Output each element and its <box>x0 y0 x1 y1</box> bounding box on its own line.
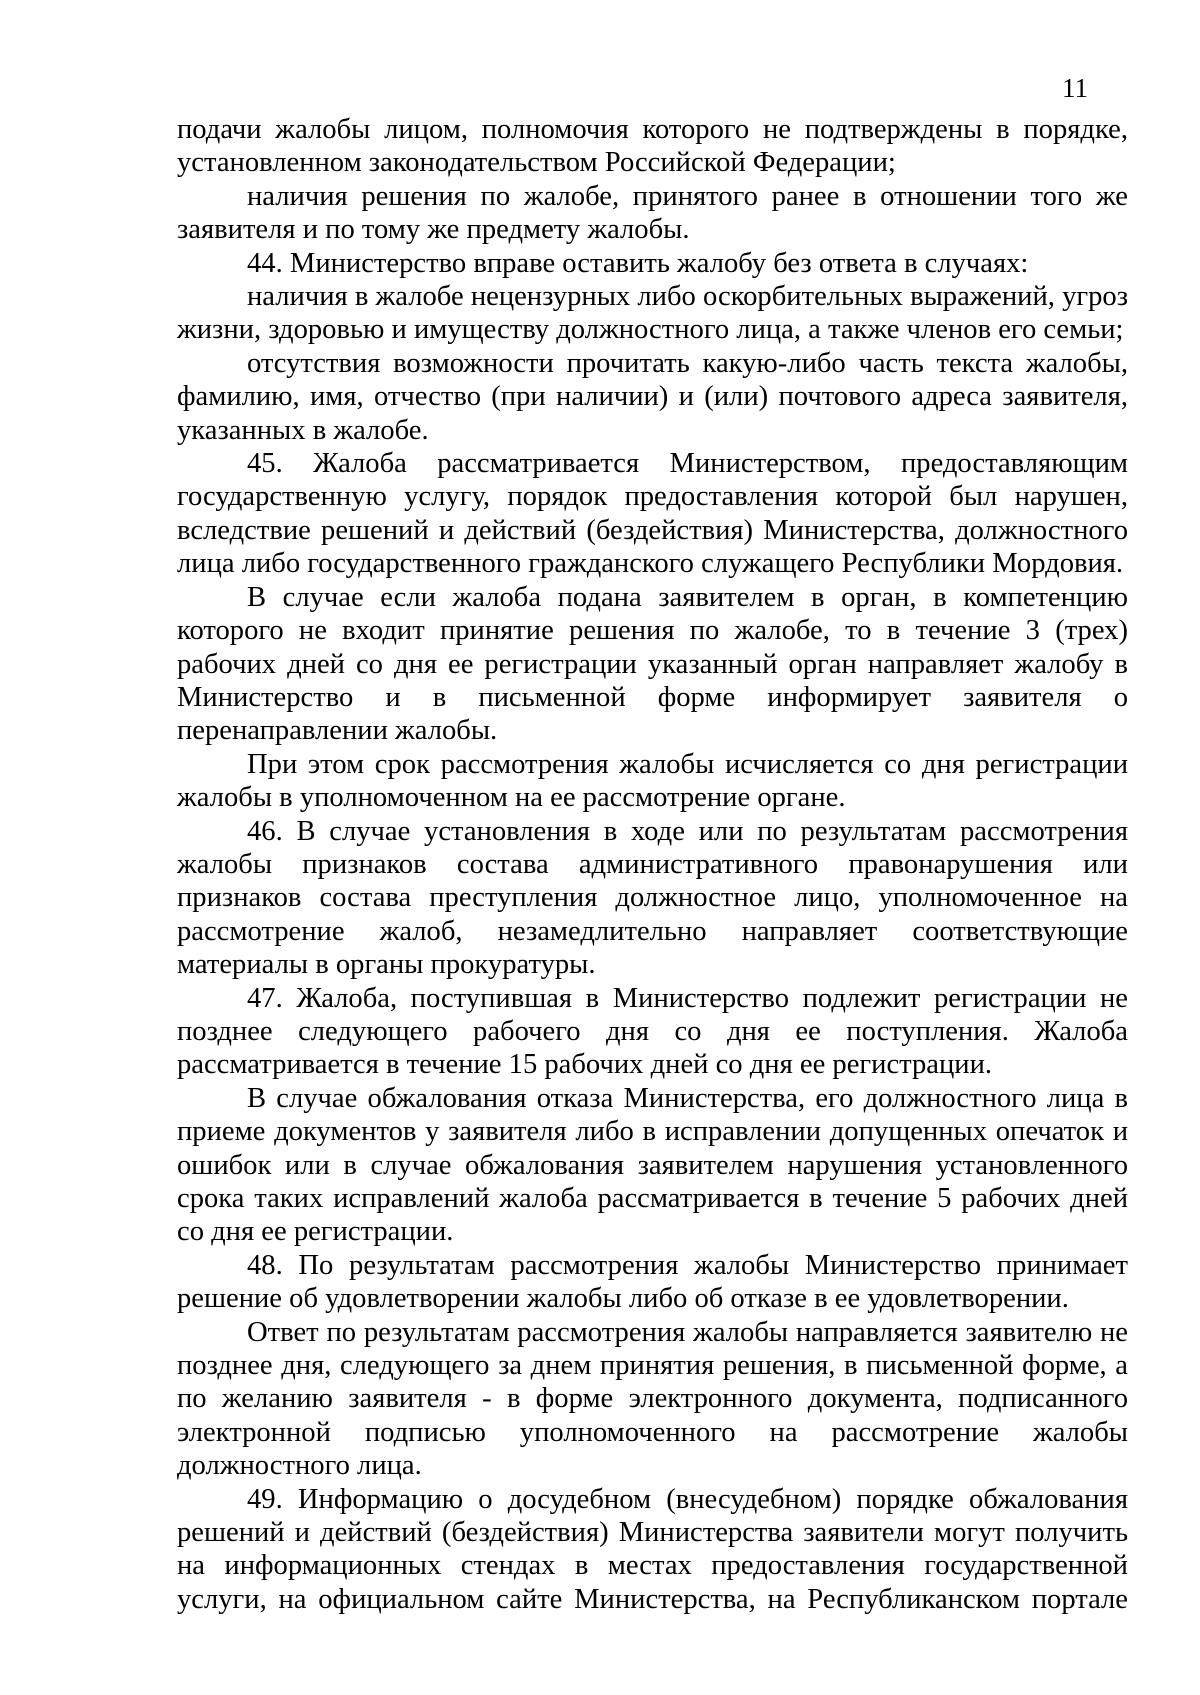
paragraph-item-48: 48. По результатам рассмотрения жалобы Министерство принимает решение об удовлетворении жалобы либо об отказе в ее удовлетворении. <box>177 1249 1128 1315</box>
document-body <box>177 113 1128 1616</box>
paragraph-continuation: подачи жалобы лицом, полномочия которого не подтверждены в порядке, установленном законодательством Российской Федерации; <box>177 114 1128 179</box>
paragraph: наличия в жалобе нецензурных либо оскорбительных выражений, угроз жизни, здоровью и имуществу должностного лица, а также членов его семьи; <box>177 281 1128 346</box>
page-number: 11 <box>1062 73 1088 103</box>
paragraph-item-46: 46. В случае установления в ходе или по результатам рассмотрения жалобы признаков состава административного правонарушения или признаков состава преступления должностное лицо, уполномоченное на рассмотрение жалоб, незамедлительно направляет соответствующие материалы в органы прокуратуры. <box>177 815 1128 981</box>
paragraph-item-47: 47. Жалоба, поступившая в Министерство подлежит регистрации не позднее следующего рабочего дня со дня ее поступления. Жалоба рассматривается в течение 15 рабочих дней со дня ее регистрации. <box>177 982 1128 1081</box>
paragraph: отсутствия возможности прочитать какую-либо часть текста жалобы, фамилию, имя, отчество (при наличии) и (или) почтового адреса заявителя, указанных в жалобе. <box>177 347 1128 446</box>
paragraph: В случае обжалования отказа Министерства, его должностного лица в приеме документов у заявителя либо в исправлении допущенных опечаток и ошибок или в случае обжалования заявителем нарушения установленного срока таких исправлений жалоба рассматривается в течение 5 рабочих дней со дня ее регистрации. <box>177 1082 1128 1248</box>
paragraph: наличия решения по жалобе, принятого ранее в отношении того же заявителя и по тому же предмету жалобы. <box>177 180 1128 246</box>
paragraph: При этом срок рассмотрения жалобы исчисляется со дня регистрации жалобы в уполномоченном на ее рассмотрение органе. <box>177 748 1128 814</box>
paragraph: Ответ по результатам рассмотрения жалобы направляется заявителю не позднее дня, следующего за днем принятия решения, в письменной форме, а по желанию заявителя - в форме электронного документа, подписанного электронной подписью уполномоченного на рассмотрение жалобы должностного лица. <box>177 1316 1128 1482</box>
paragraph-item-45: 45. Жалоба рассматривается Министерством, предоставляющим государственную услугу, порядок предоставления которой был нарушен, вследствие решений и действий (бездействия) Министерства, должностного лица либо государственного гражданского служащего Республики Мордовия. <box>177 448 1128 580</box>
paragraph-item-49: 49. Информацию о досудебном (внесудебном) порядке обжалования решений и действий (бездействия) Министерства заявители могут получить на информационных стендах в местах предоставления государственной услуги, на официальном сайте Министерства, на Республиканском портале <box>177 1483 1128 1615</box>
paragraph-item-44: 44. Министерство вправе оставить жалобу без ответа в случаях: <box>247 247 1029 279</box>
paragraph: В случае если жалоба подана заявителем в орган, в компетенцию которого не входит принятие решения по жалобе, то в течение 3 (трех) рабочих дней со дня ее регистрации указанный орган направляет жалобу в Министерство и в письменной форме информирует заявителя о перенаправлении жалобы. <box>177 581 1128 747</box>
